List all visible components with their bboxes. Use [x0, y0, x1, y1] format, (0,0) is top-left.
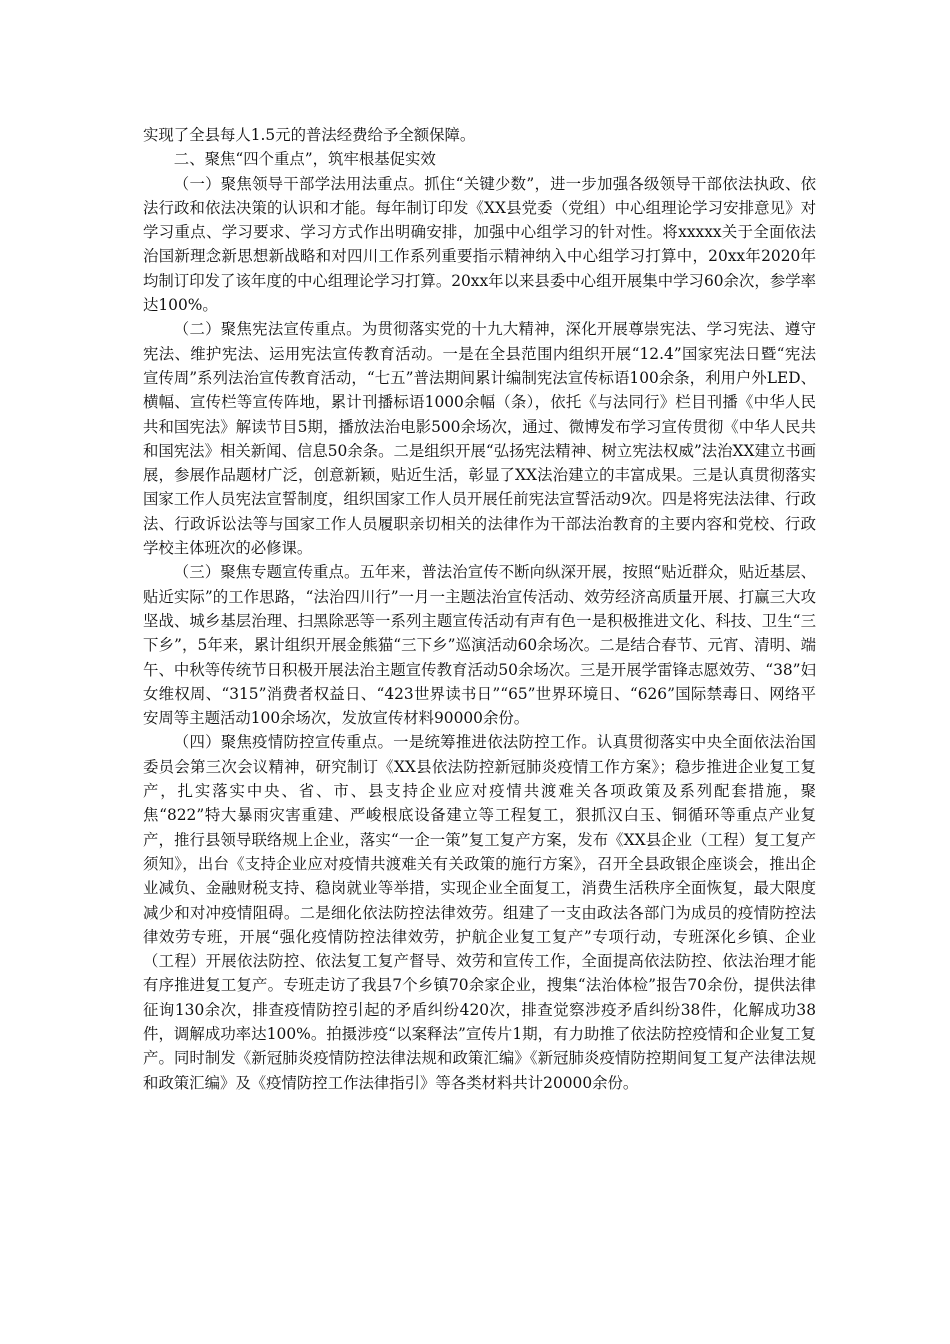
section-heading: 二、聚焦“四个重点”，筑牢根基促实效 [173, 150, 436, 169]
document-body [143, 123, 816, 1095]
paragraph-constitution: （二）聚焦宪法宣传重点。为贯彻落实党的十九大精神，深化开展尊崇宪法、学习宪法、遵守宪法、维护宪法、运用宪法宣传教育活动。一是在全县范围内组织开展“12.4”国家宪法日暨“宪法宣传周”系列法治宣传教育活动，“七五”普法期间累计编制宪法宣传标语100余条，利用户外LED、横幅、宣传栏等宣传阵地，累计刊播标语1000余幅（条），依托《与法同行》栏目刊播《中华人民共和国宪法》解读节目5期，播放法治电影500余场次，通过、微博发布学习宣传贯彻《中华人民共和国宪法》相关新闻、信息50余条。二是组织开展“弘扬宪法精神、树立宪法权威”法治XX建立书画展，参展作品题材广泛，创意新颖，贴近生活，彰显了XX法治建立的丰富成果。三是认真贯彻落实国家工作人员宪法宣誓制度，组织国家工作人员开展任前宪法宣誓活动9次。四是将宪法法律、行政法、行政诉讼法等与国家工作人员履职亲切相关的法律作为干部法治教育的主要内容和党校、行政学校主体班次的必修课。 [143, 320, 816, 558]
paragraph-continuation: 实现了全县每人1.5元的普法经费给予全额保障。 [143, 126, 476, 144]
paragraph-topical-campaigns: （三）聚焦专题宣传重点。五年来，普法治宣传不断向纵深开展，按照“贴近群众，贴近基层、贴近实际”的工作思路，“法治四川行”一月一主题法治宣传活动、效劳经济高质量开展、打赢三大攻坚战、城乡基层治理、扫黑除恶等一系列主题宣传活动有声有色一是积极推进文化、科技、卫生“三下乡”，5年来，累计组织开展金熊猫“三下乡”巡演活动60余场次。二是结合春节、元宵、清明、端午、中秋等传统节日积极开展法治主题宣传教育活动50余场次。三是开展学雷锋志愿效劳、“38”妇女维权周、“315”消费者权益日、“423世界读书日”“65”世界环境日、“626”国际禁毒日、网络平安周等主题活动100余场次，发放宣传材料90000余份。 [143, 563, 816, 728]
paragraph-epidemic-control: （四）聚焦疫情防控宣传重点。一是统筹推进依法防控工作。认真贯彻落实中央全面依法治国委员会第三次会议精神，研究制订《XX县依法防控新冠肺炎疫情工作方案》；稳步推进企业复工复产，扎实落实中央、省、市、县支持企业应对疫情共渡难关各项政策及系列配套措施，聚焦“822”特大暴雨灾害重建、严峻根底设备建立等工程复工，狠抓汉白玉、铜循环等重点产业复产，推行县领导联络规上企业，落实“一企一策”复工复产方案，发布《XX县企业（工程）复工复产须知》，出台《支持企业应对疫情共渡难关有关政策的施行方案》，召开全县政银企座谈会，推出企业减负、金融财税支持、稳岗就业等举措，实现企业全面复工，消费生活秩序全面恢复，最大限度减少和对冲疫情阻碍。二是细化依法防控法律效劳。组建了一支由政法各部门为成员的疫情防控法律效劳专班，开展“强化疫情防控法律效劳，护航企业复工复产”专项行动，专班深化乡镇、企业（工程）开展依法防控、依法复工复产督导、效劳和宣传工作，全面提高依法防控、依法治理才能有序推进复工复产。专班走访了我县7个乡镇70余家企业，搜集“法治体检”报告70余份，提供法律征询130余次，排查疫情防控引起的矛盾纠纷420次，排查觉察涉疫矛盾纠纷38件，化解成功38件，调解成功率达100%。拍摄涉疫“以案释法”宣传片1期，有力助推了依法防控疫情和企业复工复产。同时制发《新冠肺炎疫情防控法律法规和政策汇编》《新冠肺炎疫情防控期间复工复产法律法规和政策汇编》及《疫情防控工作法律指引》等各类材料共计20000余份。 [143, 733, 816, 1092]
paragraph-leader-study: （一）聚焦领导干部学法用法重点。抓住“关键少数”，进一步加强各级领导干部依法执政、依法行政和依法决策的认识和才能。每年制订印发《XX县党委（党组）中心组理论学习安排意见》对学习重点、学习要求、学习方式作出明确安排，加强中心组学习的针对性。将xxxxx关于全面依法治国新理念新思想新战略和对四川工作系列重要指示精神纳入中心组学习打算中，20xx年2020年均制订印发了该年度的中心组理论学习打算。20xx年以来县委中心组开展集中学习60余次，参学率达100%。 [143, 174, 816, 315]
